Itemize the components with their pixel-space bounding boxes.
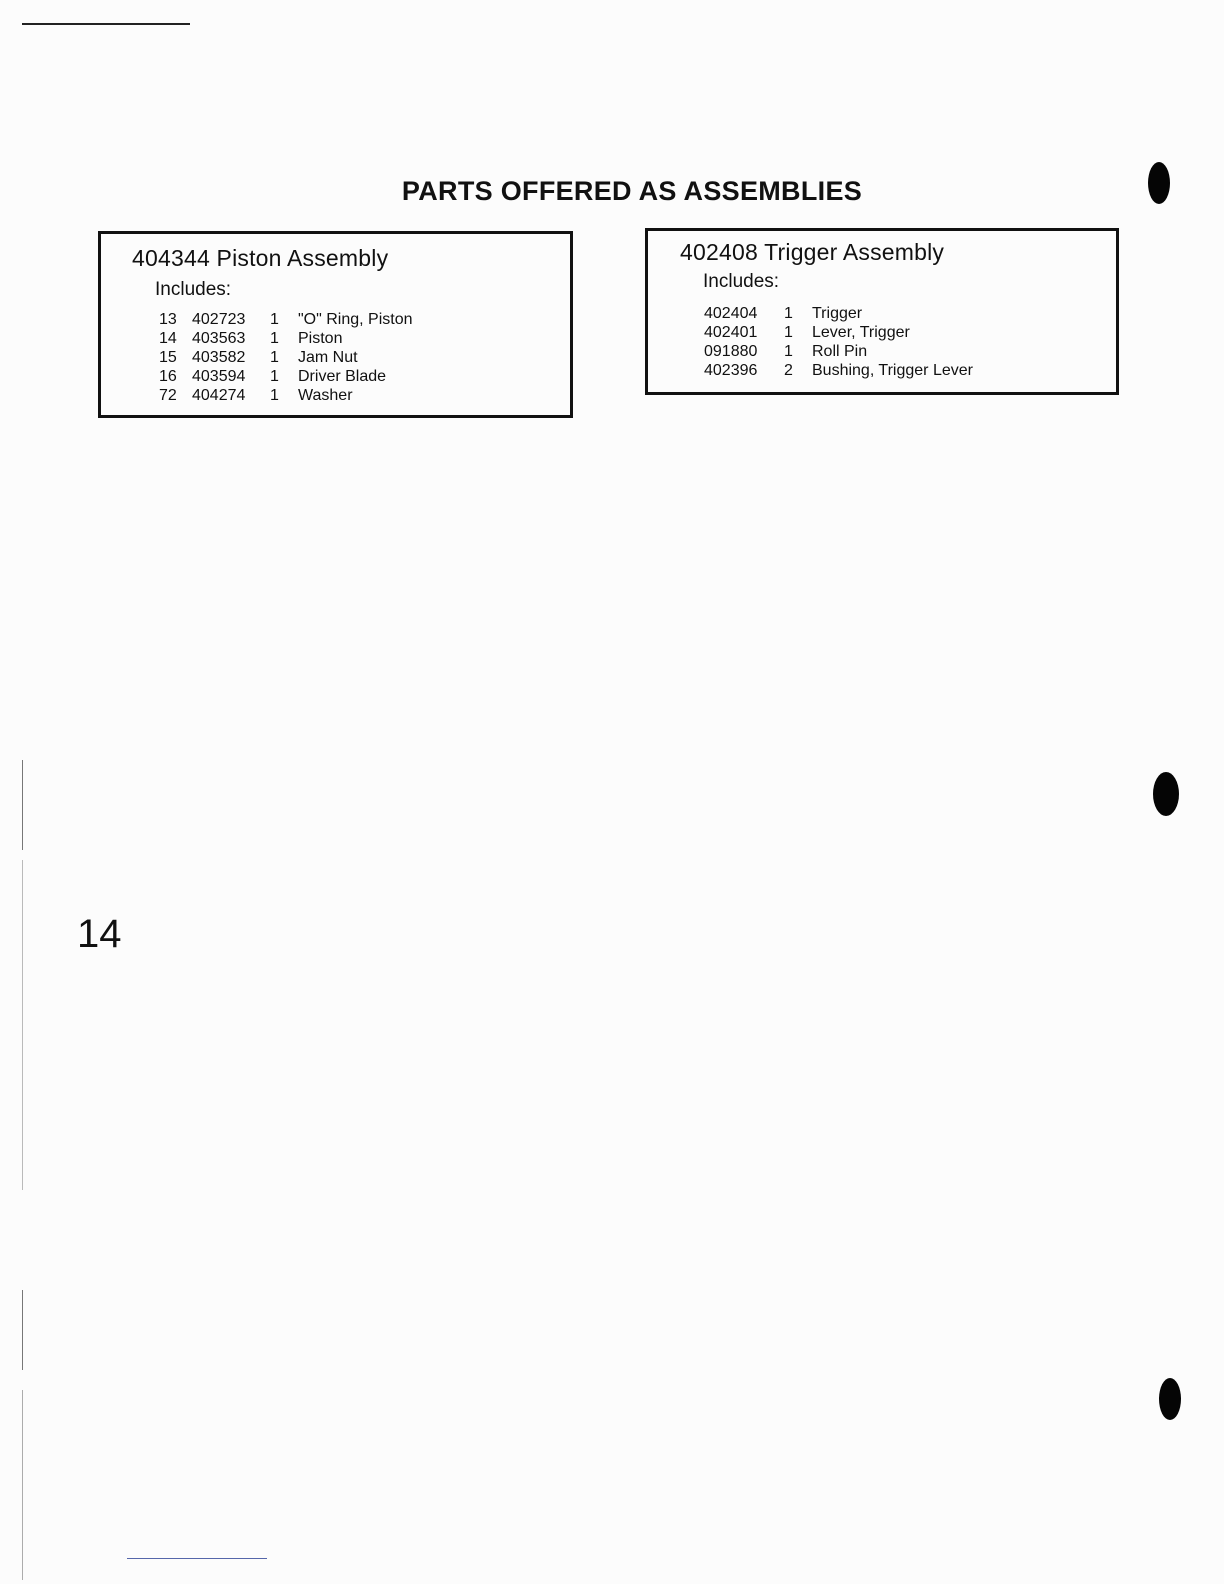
binder-hole (1148, 162, 1170, 204)
quantity: 2 (784, 362, 793, 379)
part-number: 402404 (704, 305, 758, 322)
table-row (704, 342, 973, 361)
parts-table (159, 310, 413, 405)
description: Lever, Trigger (812, 324, 910, 341)
description: Jam Nut (298, 349, 358, 366)
ref-number: 15 (159, 349, 177, 366)
table-row (159, 348, 413, 367)
table-row (704, 361, 973, 380)
ref-number: 14 (159, 330, 177, 347)
quantity: 1 (270, 311, 279, 328)
description: "O" Ring, Piston (298, 311, 413, 328)
table-row (159, 310, 413, 329)
description: Bushing, Trigger Lever (812, 362, 973, 379)
top-rule (22, 23, 190, 25)
assembly-title: 404344 Piston Assembly (132, 245, 389, 271)
page-number: 14 (77, 912, 122, 956)
scan-edge-mark (22, 860, 23, 1190)
description: Washer (298, 387, 353, 404)
table-row (704, 323, 973, 342)
trigger-assembly-box (645, 228, 1119, 395)
scan-edge-mark (22, 1290, 23, 1370)
quantity: 1 (270, 330, 279, 347)
binder-hole (1153, 772, 1179, 816)
ref-number: 16 (159, 368, 177, 385)
description: Roll Pin (812, 343, 868, 360)
parts-table (704, 304, 973, 380)
quantity: 1 (784, 305, 793, 322)
table-row (704, 304, 973, 323)
assembly-title: 402408 Trigger Assembly (680, 239, 945, 265)
quantity: 1 (270, 387, 279, 404)
scan-edge-mark (22, 1390, 23, 1580)
binder-hole (1159, 1378, 1181, 1420)
quantity: 1 (784, 324, 793, 341)
part-number: 402723 (192, 311, 246, 328)
quantity: 1 (784, 343, 793, 360)
includes-label: Includes: (703, 271, 780, 292)
quantity: 1 (270, 349, 279, 366)
part-number: 403563 (192, 330, 246, 347)
table-row (159, 386, 413, 405)
ref-number: 72 (159, 387, 177, 404)
ref-number: 13 (159, 311, 177, 328)
page-title: PARTS OFFERED AS ASSEMBLIES (401, 176, 863, 207)
part-number: 403582 (192, 349, 246, 366)
table-row (159, 367, 413, 386)
part-number: 402396 (704, 362, 758, 379)
quantity: 1 (270, 368, 279, 385)
part-number: 091880 (704, 343, 758, 360)
description: Driver Blade (298, 368, 387, 385)
description: Trigger (812, 305, 863, 322)
scan-edge-mark (22, 760, 23, 850)
scan-bottom-mark (127, 1558, 267, 1559)
description: Piston (298, 330, 343, 347)
part-number: 404274 (192, 387, 246, 404)
table-row (159, 329, 413, 348)
includes-label: Includes: (155, 279, 232, 300)
part-number: 402401 (704, 324, 758, 341)
piston-assembly-box (98, 231, 573, 418)
part-number: 403594 (192, 368, 246, 385)
